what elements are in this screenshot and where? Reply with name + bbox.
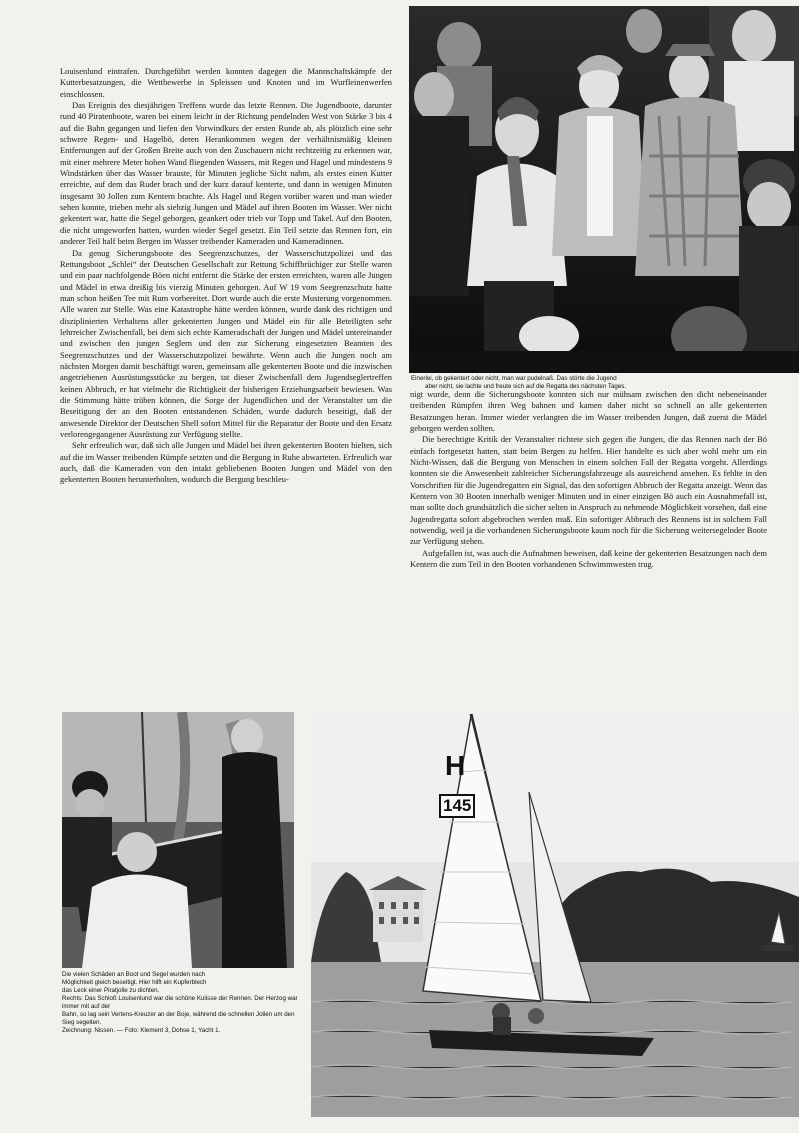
bottom-caption-line-2: Möglichkeit gleich beseitigt. Hier hilft ein Kupferblech <box>62 979 207 986</box>
sail-class-letter: H <box>445 750 466 781</box>
photo-sailboat-louisenlund <box>311 712 799 1117</box>
bottom-caption-line-3: das Leck einer Piratjolle zu dichten. <box>62 987 160 994</box>
photo-young-sailors <box>409 6 799 373</box>
top-photo-caption-line-1: Einerlei, ob gekentert oder nicht, man war pudelnaß. Das störte die Jugend <box>411 375 617 382</box>
bottom-caption-line-6: Zeichnung: Nissen. — Foto: Klement 3, Dohse 1, Yacht 1. <box>62 1027 221 1034</box>
paragraph-1: Louisenlund eintrafen. Durchgeführt werden konnten dagegen die Mannschaftskämpfe der Kutterbesatzungen, die Wettbewerbe in Spleissen und Knoten und im Wurfleinenwerfen einschlossen. <box>60 66 392 99</box>
paragraph-7: Aufgefallen ist, was auch die Aufnahmen beweisen, daß keine der gekenterten Besatzungen nach dem Kentern die zum Teil in den Booten vorhandenen Schwimmwesten trug. <box>410 547 767 570</box>
top-photo-caption-line-2: aber nicht, sie lachte und freute sich auf die Regatta des nächsten Tages. <box>425 383 627 390</box>
bottom-caption-line-5: Bahn, so lag sein Vertens-Kreuzer an der Boje, während die schnellen Jollen um den Sieg segelten. <box>62 1011 295 1026</box>
paragraph-2: Das Ereignis des diesjährigen Treffens wurde das letzte Rennen. Die Jugendboote, darunter rund 40 Piratenboote, waren bei einem leicht in der Richtung pendelnden West von Stärke 3 bis 4 auf die Bahn gegangen und liefen den Vorwindkurs der ersten Runde ab, als plötzlich eine sehr schwere Regen- und Hagelbö, deren Herankommen wegen der verhältnismäßig kleinen Entfernungen auf der Großen Breite auch von den Zuschauern nicht rechtzeitig zu erkennen war, mit einer mehrere Meter hohen Wand fliegenden Wassers, mit Regen und Hagel und mindestens 9 Windstärken über das Wasser brauste, für Minuten jegliche Sicht nahm, als erstes einen Kutter erreichte, auf dem das Ruder brach und der kurz darauf kenterte, und dann in wenigen Minuten insgesamt 30 Jollen zum Kentern brachte. Als Hagel und Regen vorüber waren und man wieder sehen konnte, trieben mehr als siebzig Jungen und Mädel auf ihren Booten im Wasser. Wer nicht gekentert war, hatte die Segel geborgen, geankert oder trieb vor Topp und Takel. Auf den Booten, die nicht umgeworfen hatten, wurden wieder Segel gesetzt. Ein Teil setzte das Rennen fort, ein anderer Teil half beim Bergen im Wasser treibender Kameraden und Kameradinnen. <box>60 100 392 247</box>
article-left-column <box>60 66 392 486</box>
sail-number: 145 <box>439 794 475 818</box>
paragraph-5: nigt wurde, denn die Sicherungsboote konnten sich nur mühsam zwischen den dicht nebeneinander treibenden Rümpfen ihren Weg bahnen und kamen daher nicht so schnell an alle gekenterten Besatzungen heran. Immer wieder verlangten die im Wasser treibenden Jungen, daß zuerst die Mädel geborgen werden sollten. <box>410 389 767 434</box>
paragraph-3: Da genug Sicherungsboote des Seegrenzschutzes, der Wasserschutzpolizei und das Rettungsboot „Schlei“ der Deutschen Gesellschaft zur Rettung Schiffbrüchiger zur Stelle waren und ein paar nachfolgende Böen nicht entfernt die Stärke der ersten erreichten, waren alle Jungen und Mädel in etwa dreißig bis vierzig Minuten geborgen. Auf W 19 vom Seegrenzschutz hatte man schon heißen Tee mit Rum vorbereitet. Dort wurde auch die erste Musterung vorgenommen. Alle waren zur Stelle. Was eine Katastrophe hätte werden können, wurde dank des richtigen und disziplinierten Verhaltens aller gekenterten Jungen und Mädel ein für alle Beteiligten sehr lehrreicher Zwischenfall, bei dem sich echte Kameradschaft der Jungen und Mädel untereinander und zwischen den jungen Seglern und den zur Sicherung eingesetzten Beamten des Seegrenzschutzes und der Wasserschutzpolizei bewährte. Wenn auch die Jungen noch am nächsten Morgen damit beschäftigt waren, gemeinsam alle gekenterten Boote und die inzwischen angetriebenen Ausrüstungsstücke zu bergen, tat dieser Zwischenfall dem Jugendseglertreffen keinen Abbruch, er hat vielmehr die Richtigkeit der bisherigen Erziehungsarbeit bewiesen. Was die Stimmung hätte trüben können, die Sorge der Jugendlichen und der Veranstalter um die Beseitigung der an den Booten entstandenen Schäden, wurde dadurch beseitigt, daß der anwesende Direktor der Deutschen Shell sofort Mittel für die Reparatur der Boote und den Ersatz verlorengegangener Ausrüstung zur Verfügung stellte. <box>60 247 392 439</box>
bottom-caption <box>62 971 298 1035</box>
paragraph-4: Sehr erfreulich war, daß sich alle Jungen und Mädel bei ihren gekenterten Booten hielten, sich auf die im Wasser treibenden Rümpfe setzten und die Bergung in Ruhe abwarteten. Erfreulich war auch, daß die Kameraden von den intakt gebliebenen Booten Jungen und Mädel von den gekenterten Booten herunterholten, wodurch die Bergung beschleu- <box>60 440 392 485</box>
article-right-column <box>410 389 767 571</box>
bottom-caption-line-1: Die vielen Schäden an Boot und Segel wurden nach <box>62 971 206 978</box>
paragraph-6: Die berechtigte Kritik der Veranstalter richtete sich gegen die Jungen, die das Rennen nach der Bö einfach fortgesetzt hatten, statt beim Bergen zu helfen. Hier handelte es sich aber wohl mehr um ein Nicht-Wissen, daß die Bergung von Menschen in einem solchen Fall der Regatta vorgeht. Allerdings konnten sie die Anwesenheit zahlreicher Sicherungsfahrzeuge als ausreichend ansehen. Es fehlte in den Vorschriften für die Jugendregatten ein Signal, das den sofortigen Abbruch der Regatta anzeigt. Wenn das Kentern von 30 Booten innerhalb weniger Minuten und in einer einzigen Bö auch ein Ausnahmefall ist, man sollte doch grundsätzlich die sicher selten in Anspruch zu nehmende Möglichkeit vorsehen, daß eine Jugendregatta sofort abgebrochen werden muß. Ein sofortiger Abbruch des Rennens ist in solchem Fall notwendig, weil ja die vorhandenen Sicherungsboote kaum noch für die Sicherung weitersegelnder Boote zur Verfügung stehen. <box>410 434 767 547</box>
bottom-caption-line-4: Rechts: Das Schloß Louisenlund war die schöne Kulisse der Rennen. Der Herzog war immer mit auf der <box>62 995 298 1010</box>
photo-boat-repair <box>62 712 294 968</box>
